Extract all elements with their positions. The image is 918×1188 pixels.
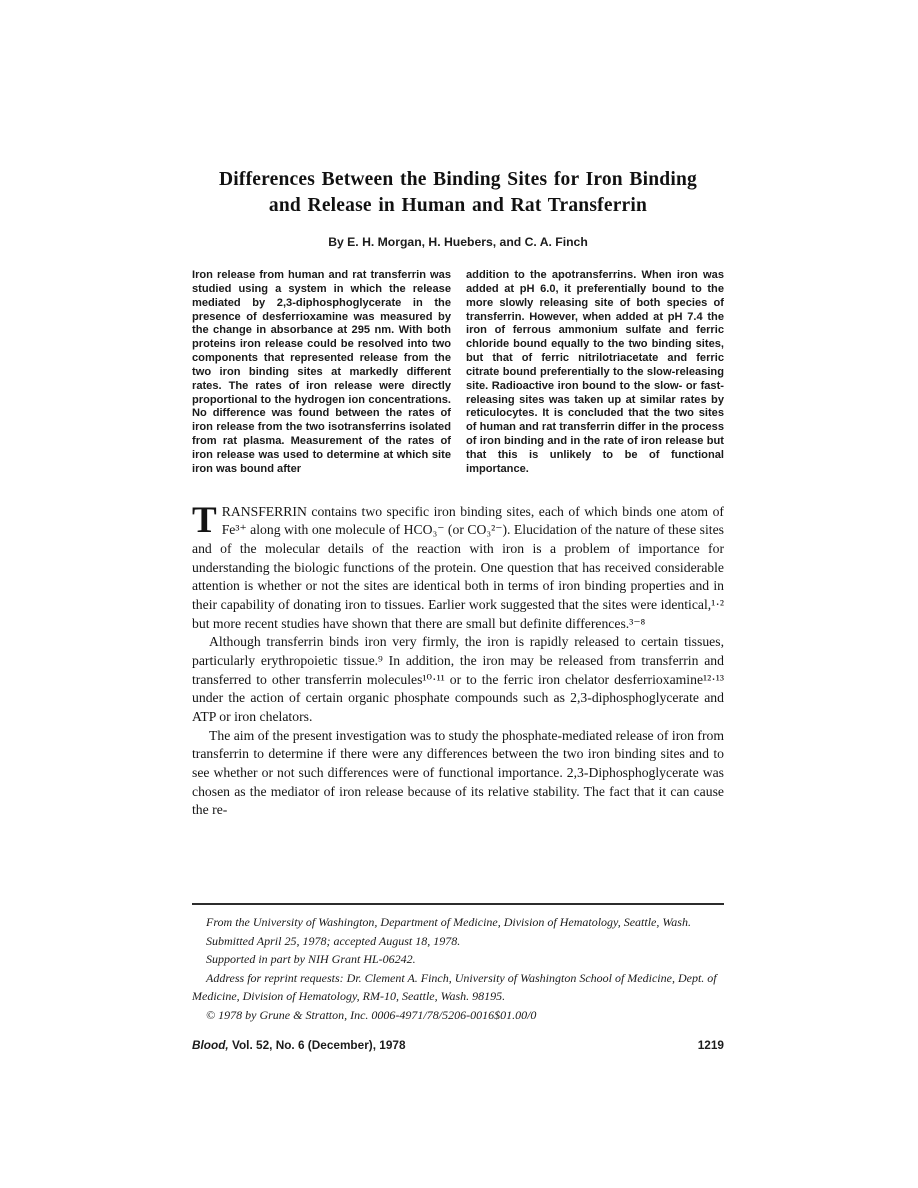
article-title-line1: Differences Between the Binding Sites for Iron Binding — [219, 169, 697, 190]
footnote-submitted: Submitted April 25, 1978; accepted August 18, 1978. — [206, 933, 461, 948]
footnote-copyright: © 1978 by Grune & Stratton, Inc. 0006-4971/78/5206-0016$01.00/0 — [206, 1007, 537, 1022]
byline: By E. H. Morgan, H. Huebers, and C. A. Finch — [328, 235, 588, 249]
page-number: 1219 — [697, 1038, 724, 1052]
body-paragraph-1-text: RANSFERRIN contains two specific iron binding sites, each of which binds one atom of Fe³⁺ along with one molecule of HCO₃⁻ (or CO₃²⁻). Elucidation of the nature of these sites and of the molecular details of the reaction with iron is a problem of importance for understanding the biologic functions of the protein. One question that has received considerable attention is whether or not the sites are identical both in terms of iron binding properties and in their capability of donating iron to tissues. Earlier work suggested that the sites were identical,¹·² but more recent studies have shown that there are small but definite differences.³⁻⁸ — [192, 503, 724, 631]
footnote-support: Supported in part by NIH Grant HL-06242. — [206, 952, 416, 967]
footnote-divider — [192, 903, 724, 905]
page-footer — [192, 1038, 724, 1052]
footnotes — [192, 913, 724, 1025]
abstract-left-column — [192, 269, 451, 477]
body-paragraph-2: Although transferrin binds iron very firmly, the iron is rapidly released to certain tissues, particularly erythropoietic tissue.⁹ In addition, the iron may be released from transferrin and transferred to other transferrin molecules¹⁰·¹¹ or to the ferric iron chelator desferrioxamine¹²·¹³ under the action of certain organic phosphate compounds such as 2,3-diphosphoglycerate and ATP or iron chelators. — [192, 634, 724, 724]
footnote-affiliation: From the University of Washington, Department of Medicine, Division of Hematology, Seattle, Wash. — [206, 915, 691, 929]
journal-name: Blood, — [192, 1038, 229, 1052]
dropcap-initial: T — [192, 499, 217, 541]
journal-citation — [192, 1038, 406, 1052]
abstract-right-column — [466, 269, 724, 477]
article-title — [192, 167, 724, 219]
body-paragraph-1 — [192, 499, 724, 634]
body-paragraph-3: The aim of the present investigation was to study the phosphate-mediated release of iron from transferrin to determine if there were any differences between the two iron binding sites and to see whether or not such differences were of functional importance. 2,3-Diphosphoglycerate was chosen as the mediator of iron release because of its relative stability. The fact that it can cause the re- — [192, 727, 724, 818]
abstract — [192, 269, 724, 477]
journal-citation-rest: Vol. 52, No. 6 (December), 1978 — [228, 1038, 406, 1052]
footnote-block — [192, 903, 724, 1025]
abstract-left-text: Iron release from human and rat transferrin was studied using a system in which the release mediated by 2,3-diphosphoglycerate in the presence of desferrioxamine was measured by the change in absorbance at 295 nm. With both proteins iron release could be resolved into two components that represented release from the two iron binding sites at markedly different rates. The rates of iron release were directly proportional to the hydrogen ion concentrations. No difference was found between the rates of iron release from the two isotransferrins isolated from rat plasma. Measurement of the rates of iron release was used to determine at which site iron was bound after — [192, 269, 451, 475]
article-content — [192, 167, 724, 820]
body-text — [192, 499, 724, 820]
footnote-reprints: Address for reprint requests: Dr. Clement A. Finch, University of Washington School of Medicine, Dept. of Medicine, Division of Hematology, RM-10, Seattle, Wash. 98195. — [192, 970, 717, 1004]
article-title-line2: and Release in Human and Rat Transferrin — [268, 195, 648, 216]
abstract-right-text: addition to the apotransferrins. When iron was added at pH 6.0, it preferentially bound to the more slowly releasing site of both species of transferrin. However, when added at pH 7.4 the iron of ferrous ammonium sulfate and ferric chloride bound equally to the two binding sites, but that of ferric nitrilotriacetate and ferric citrate bound preferentially to the slow-releasing site. Radioactive iron bound to the slow- or fast-releasing sites was taken up at similar rates by reticulocytes. It is concluded that the two sites of human and rat transferrin differ in the process of iron binding and in the rate of iron release but that this is unlikely to be of functional importance. — [466, 269, 724, 475]
